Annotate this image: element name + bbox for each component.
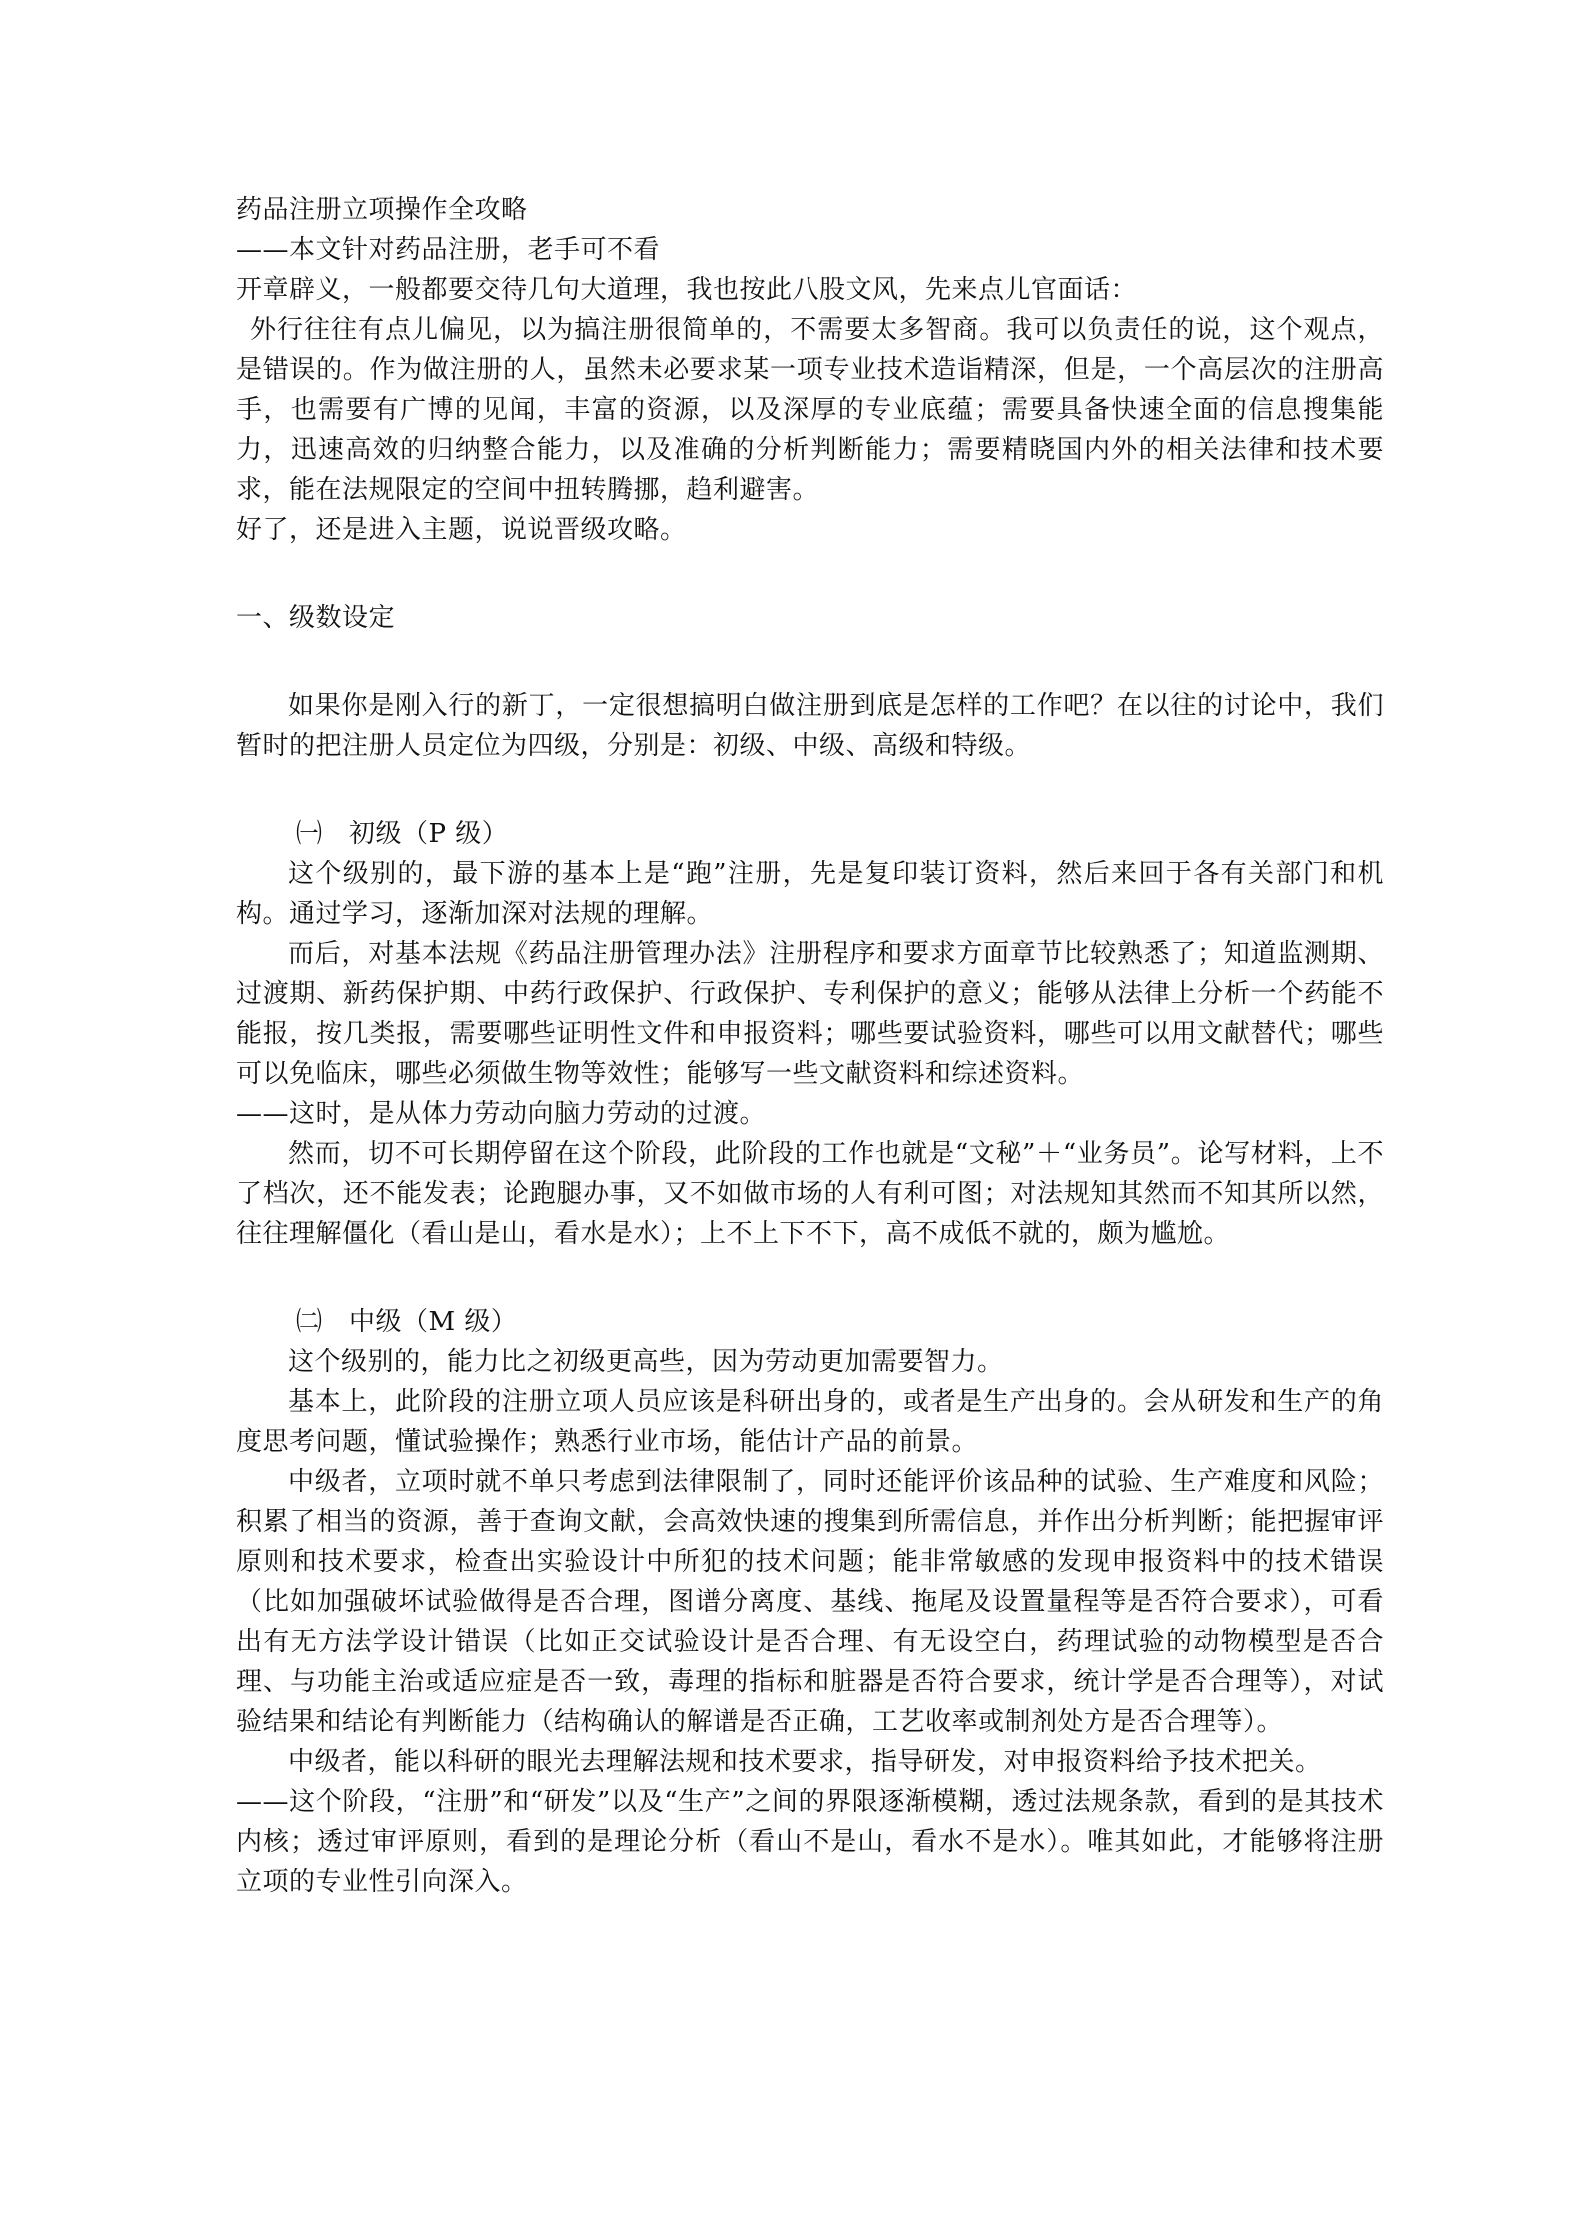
junior-paragraph-3: 然而，切不可长期停留在这个阶段，此阶段的工作也就是“文秘”＋“业务员”。论写材料，上不了档次，还不能发表；论跑腿办事，又不如做市场的人有利可图；对法规知其然而不知其所以然，往往理解僵化（看山是山，看水是水）；上不上下不下，高不成低不就的，颇为尴尬。: [236, 1139, 1384, 1249]
intro-paragraph: 外行往往有点儿偏见，以为搞注册很简单的，不需要太多智商。我可以负责任的说，这个观点，是错误的。作为做注册的人，虽然未必要求某一项专业技术造诣精深，但是，一个高层次的注册高手，也需要有广博的见闻，丰富的资源，以及深厚的专业底蕴；需要具备快速全面的信息搜集能力，迅速高效的归纳整合能力，以及准确的分析判断能力；需要精晓国内外的相关法律和技术要求，能在法规限定的空间中扭转腾挪，趋利避害。: [236, 315, 1384, 505]
document-title: 药品注册立项操作全攻略: [236, 195, 528, 225]
transition-line: 好了，还是进入主题，说说晋级攻略。: [236, 515, 687, 545]
middle-paragraph-1: 这个级别的，能力比之初级更高些，因为劳动更加需要智力。: [288, 1347, 1004, 1377]
middle-paragraph-3: 中级者，立项时就不单只考虑到法律限制了，同时还能评价该品种的试验、生产难度和风险；积累了相当的资源，善于查询文献，会高效快速的搜集到所需信息，并作出分析判断；能把握审评原则和技术要求，检查出实验设计中所犯的技术问题；能非常敏感的发现申报资料中的技术错误（比如加强破坏试验做得是否合理，图谱分离度、基线、拖尾及设置量程等是否符合要求），可看出有无方法学设计错误（比如正交试验设计是否合理、有无设空白，药理试验的动物模型是否合理、与功能主治或适应症是否一致，毒理的指标和脏器是否符合要求，统计学是否合理等），对试验结果和结论有判断能力（结构确认的解谱是否正确，工艺收率或制剂处方是否合理等）。: [236, 1467, 1384, 1737]
junior-paragraph-2-conclusion: ——这时，是从体力劳动向脑力劳动的过渡。: [236, 1099, 767, 1129]
spacer: [236, 638, 1384, 686]
junior-paragraph-2: 而后，对基本法规《药品注册管理办法》注册程序和要求方面章节比较熟悉了；知道监测期、过渡期、新药保护期、中药行政保护、行政保护、专利保护的意义；能够从法律上分析一个药能不能报，按几类报，需要哪些证明性文件和申报资料；哪些要试验资料，哪些可以用文献替代；哪些可以免临床，哪些必须做生物等效性；能够写一些文献资料和综述资料。: [236, 939, 1384, 1089]
document-body: [236, 190, 1384, 1902]
section-heading-levels: 一、级数设定: [236, 603, 396, 633]
level-heading-junior: ㈠ 初级（P 级）: [296, 819, 509, 849]
spacer: [236, 766, 1384, 814]
intro-line: 开章辟义，一般都要交待几句大道理，我也按此八股文风，先来点儿官面话：: [236, 275, 1138, 305]
section-paragraph-levels: 如果你是刚入行的新丁，一定很想搞明白做注册到底是怎样的工作吧？在以往的讨论中，我们暂时的把注册人员定位为四级，分别是：初级、中级、高级和特级。: [236, 691, 1384, 761]
middle-paragraph-4: 中级者，能以科研的眼光去理解法规和技术要求，指导研发，对申报资料给予技术把关。: [288, 1747, 1322, 1777]
document-subtitle: ——本文针对药品注册，老手可不看: [236, 235, 661, 265]
junior-paragraph-1: 这个级别的，最下游的基本上是“跑”注册，先是复印装订资料，然后来回于各有关部门和机构。通过学习，逐渐加深对法规的理解。: [236, 859, 1384, 929]
middle-paragraph-4-conclusion: ——这个阶段，“注册”和“研发”以及“生产”之间的界限逐渐模糊，透过法规条款，看到的是其技术内核；透过审评原则，看到的是理论分析（看山不是山，看水不是水）。唯其如此，才能够将注册立项的专业性引向深入。: [236, 1787, 1384, 1897]
level-heading-middle: ㈡ 中级（M 级）: [296, 1307, 518, 1337]
spacer: [236, 550, 1384, 598]
middle-paragraph-2: 基本上，此阶段的注册立项人员应该是科研出身的，或者是生产出身的。会从研发和生产的角度思考问题，懂试验操作；熟悉行业市场，能估计产品的前景。: [236, 1387, 1384, 1457]
spacer: [236, 1254, 1384, 1302]
